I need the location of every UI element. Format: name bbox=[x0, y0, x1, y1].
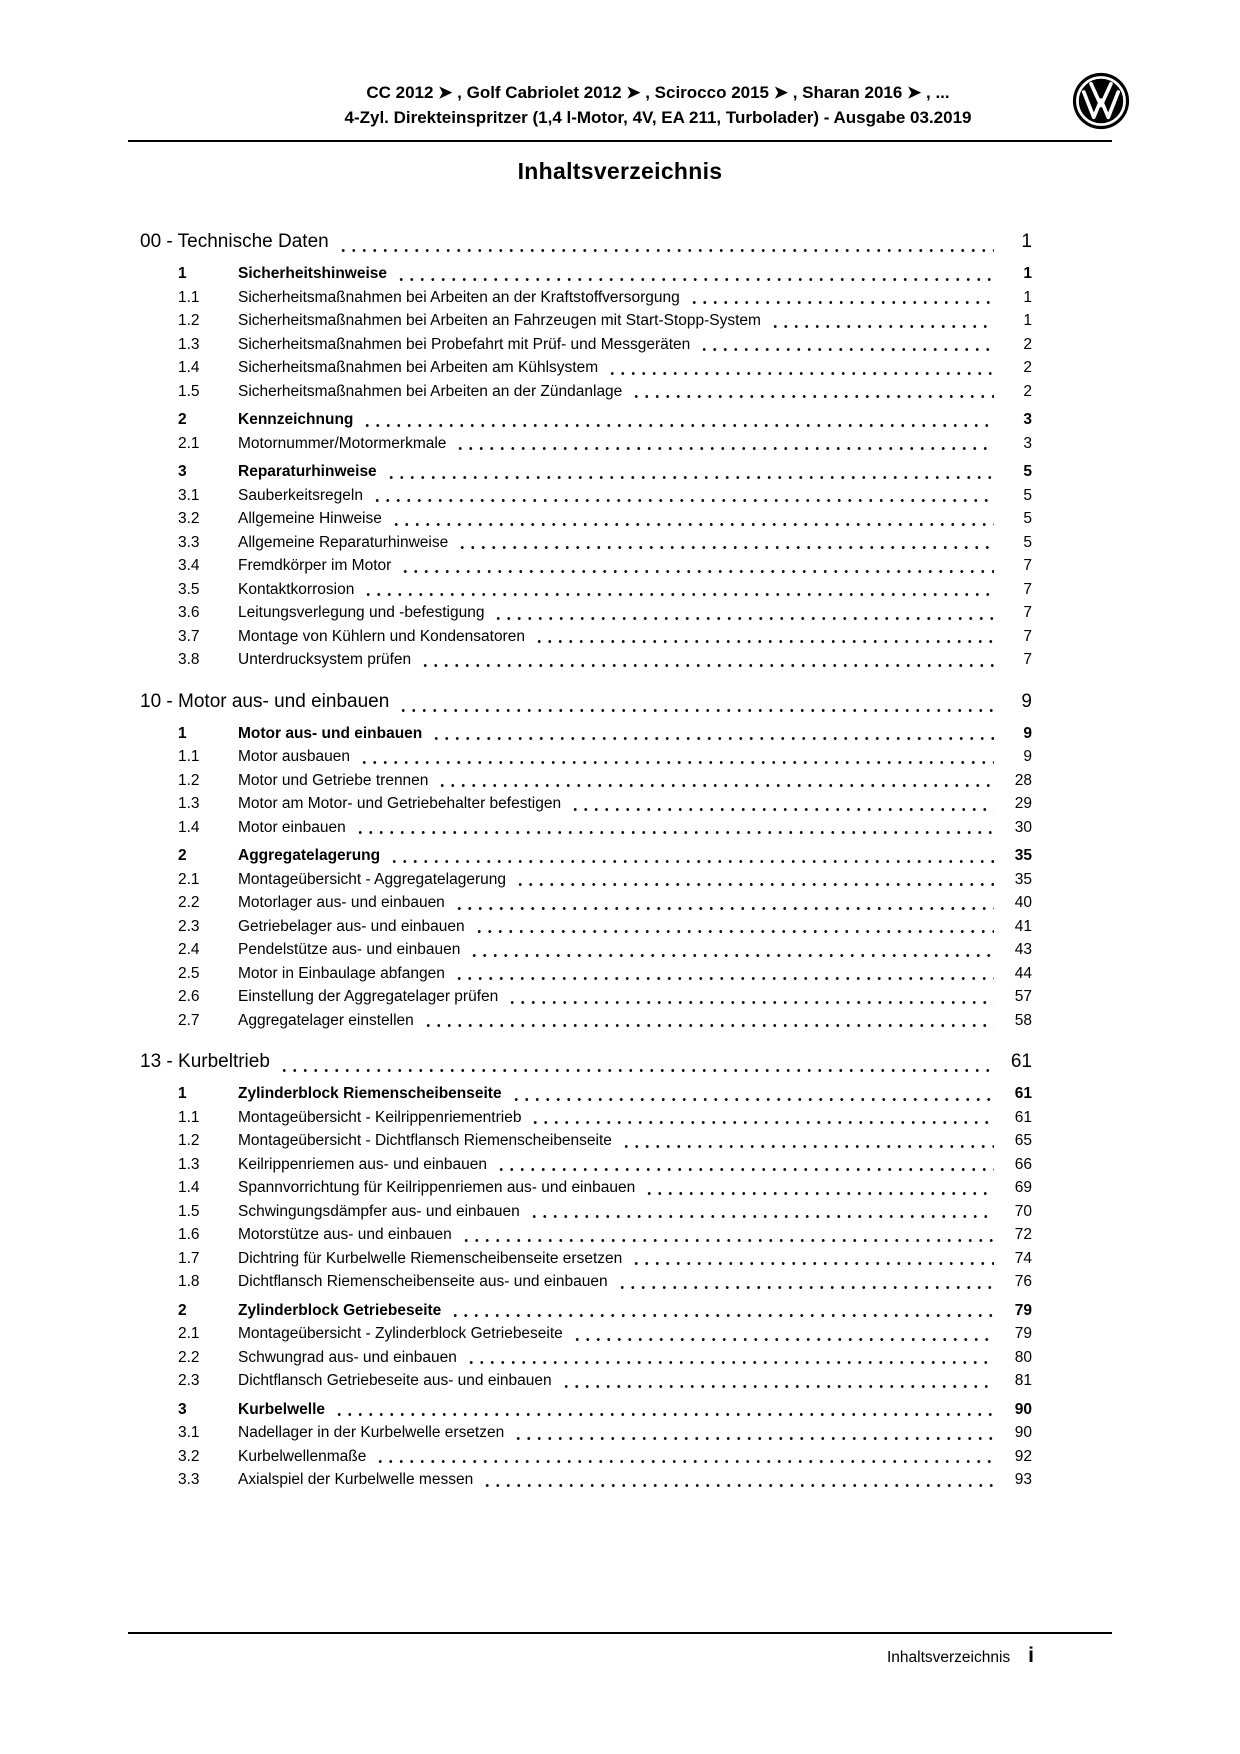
toc-entry-row[interactable] bbox=[128, 792, 1032, 816]
dot-leader bbox=[375, 1445, 994, 1469]
entry-title: Kennzeichnung bbox=[238, 411, 354, 428]
entry-number: 1.4 bbox=[178, 1179, 200, 1196]
entry-page-number: 76 bbox=[1014, 1273, 1032, 1290]
entry-title: Kurbelwellenmaße bbox=[238, 1447, 367, 1465]
entry-title: Axialspiel der Kurbelwelle messen bbox=[238, 1471, 474, 1488]
entry-page-number: 1 bbox=[1023, 265, 1032, 282]
entry-number: 1.1 bbox=[178, 288, 200, 306]
toc-entry-row[interactable] bbox=[128, 380, 1032, 404]
entry-page-number: 5 bbox=[1023, 510, 1032, 527]
entry-number: 1.2 bbox=[178, 1132, 200, 1149]
toc-entry-row[interactable] bbox=[128, 1270, 1032, 1294]
toc-entry-row[interactable] bbox=[128, 531, 1032, 555]
chapter-label: 00 - Technische Daten bbox=[140, 231, 329, 252]
dot-leader bbox=[496, 1153, 994, 1177]
dot-leader bbox=[423, 1009, 994, 1033]
toc-chapter-row[interactable] bbox=[128, 687, 1032, 717]
entry-number: 2.1 bbox=[178, 1325, 200, 1342]
entry-page-number: 28 bbox=[1014, 771, 1032, 789]
dot-leader bbox=[617, 1270, 994, 1294]
entry-page-number: 2 bbox=[1023, 359, 1032, 376]
entry-title: Pendelstütze aus- und einbauen bbox=[238, 941, 461, 958]
toc-entry-row[interactable] bbox=[128, 309, 1032, 333]
entry-number: 1 bbox=[178, 1085, 187, 1102]
entry-number: 3 bbox=[178, 463, 187, 480]
entry-number: 2 bbox=[178, 411, 187, 428]
dot-leader bbox=[454, 962, 994, 986]
entry-page-number: 3 bbox=[1023, 434, 1032, 452]
toc-entry-row[interactable] bbox=[128, 1129, 1032, 1153]
entry-title: Zylinderblock Getriebeseite bbox=[238, 1301, 442, 1319]
entry-page-number: 61 bbox=[1014, 1085, 1032, 1102]
entry-page-number: 35 bbox=[1014, 847, 1032, 864]
toc-entry-row[interactable] bbox=[128, 745, 1032, 769]
entry-title: Reparaturhinweise bbox=[238, 463, 377, 480]
chapter-page-number: 61 bbox=[1010, 1051, 1032, 1072]
entry-title: Schwingungsdämpfer aus- und einbauen bbox=[238, 1202, 520, 1220]
toc-entry-row[interactable] bbox=[128, 816, 1032, 840]
entry-page-number: 35 bbox=[1014, 870, 1032, 888]
entry-number: 3 bbox=[178, 1400, 187, 1418]
entry-page-number: 69 bbox=[1014, 1179, 1032, 1196]
dot-leader bbox=[644, 1176, 994, 1200]
entry-number: 2.4 bbox=[178, 941, 200, 958]
entry-title: Motornummer/Motormerkmale bbox=[238, 434, 447, 452]
entry-number: 1 bbox=[178, 724, 187, 742]
dot-leader bbox=[529, 1200, 994, 1224]
entry-title: Aggregatelager einstellen bbox=[238, 1011, 414, 1029]
entry-title: Keilrippenriemen aus- und einbauen bbox=[238, 1155, 488, 1173]
entry-number: 3.3 bbox=[178, 1471, 200, 1488]
entry-page-number: 29 bbox=[1014, 795, 1032, 812]
entry-title: Motor einbauen bbox=[238, 818, 346, 836]
toc-entry-row[interactable] bbox=[128, 625, 1032, 649]
entry-page-number: 9 bbox=[1023, 724, 1032, 742]
dot-leader bbox=[474, 915, 994, 939]
toc-entry-row[interactable] bbox=[128, 1247, 1032, 1271]
dot-leader bbox=[621, 1129, 994, 1153]
entry-page-number: 1 bbox=[1023, 312, 1032, 329]
entry-title: Montageübersicht - Keilrippenriementrieb bbox=[238, 1108, 522, 1126]
entry-title: Montage von Kühlern und Kondensatoren bbox=[238, 627, 525, 645]
entry-title: Unterdrucksystem prüfen bbox=[238, 651, 412, 668]
page-footer bbox=[128, 1632, 1112, 1668]
dot-leader bbox=[279, 1047, 994, 1077]
entry-title: Motorstütze aus- und einbauen bbox=[238, 1226, 452, 1243]
toc-entry-row[interactable] bbox=[128, 891, 1032, 915]
dot-leader bbox=[450, 1299, 994, 1323]
entry-title: Motor am Motor- und Getriebehalter befestigen bbox=[238, 795, 562, 812]
entry-title: Montageübersicht - Dichtflansch Riemenscheibenseite bbox=[238, 1132, 612, 1149]
entry-title: Sicherheitsmaßnahmen bei Arbeiten an der Kraftstoffversorgung bbox=[238, 288, 680, 306]
entry-title: Motorlager aus- und einbauen bbox=[238, 894, 445, 911]
entry-page-number: 5 bbox=[1023, 486, 1032, 504]
entry-page-number: 3 bbox=[1023, 411, 1032, 428]
entry-page-number: 9 bbox=[1023, 748, 1032, 765]
entry-number: 1.2 bbox=[178, 312, 200, 329]
toc-entry-row[interactable] bbox=[128, 1369, 1032, 1393]
entry-title: Dichtring für Kurbelwelle Riemenscheibenseite ersetzen bbox=[238, 1249, 623, 1267]
chapter-label: 10 - Motor aus- und einbauen bbox=[140, 690, 390, 712]
toc-entry-row[interactable] bbox=[128, 1082, 1032, 1106]
entry-page-number: 7 bbox=[1023, 557, 1032, 574]
toc-entry-row[interactable] bbox=[128, 460, 1032, 484]
entry-page-number: 40 bbox=[1014, 894, 1032, 911]
entry-page-number: 92 bbox=[1014, 1447, 1032, 1465]
dot-leader bbox=[511, 1082, 994, 1106]
toc-entry-row[interactable] bbox=[128, 1176, 1032, 1200]
entry-page-number: 79 bbox=[1014, 1325, 1032, 1342]
dot-leader bbox=[607, 356, 994, 380]
entry-page-number: 43 bbox=[1014, 941, 1032, 958]
toc-entry-row[interactable] bbox=[128, 484, 1032, 508]
entry-title: Sicherheitsmaßnahmen bei Probefahrt mit Prüf- und Messgeräten bbox=[238, 335, 691, 353]
entry-page-number: 80 bbox=[1014, 1348, 1032, 1366]
dot-leader bbox=[461, 1223, 994, 1247]
toc-entry-row[interactable] bbox=[128, 938, 1032, 962]
entry-page-number: 7 bbox=[1023, 651, 1032, 668]
toc-entry-row[interactable] bbox=[128, 1445, 1032, 1469]
entry-number: 1.5 bbox=[178, 1202, 200, 1220]
toc-entry-row[interactable] bbox=[128, 1299, 1032, 1323]
entry-title: Allgemeine Reparaturhinweise bbox=[238, 533, 449, 551]
dot-leader bbox=[431, 722, 994, 746]
entry-title: Sicherheitsmaßnahmen bei Arbeiten an der Zündanlage bbox=[238, 382, 623, 400]
dot-leader bbox=[515, 868, 994, 892]
entry-title: Sicherheitshinweise bbox=[238, 265, 388, 282]
toc-entry-row[interactable] bbox=[128, 1322, 1032, 1346]
entry-title: Montageübersicht - Aggregatelagerung bbox=[238, 870, 506, 888]
entry-number: 3.2 bbox=[178, 1447, 200, 1465]
toc-entry-row[interactable] bbox=[128, 769, 1032, 793]
entry-number: 2.3 bbox=[178, 917, 200, 935]
toc-entry-row[interactable] bbox=[128, 1421, 1032, 1445]
toc-entry-row[interactable] bbox=[128, 915, 1032, 939]
dot-leader bbox=[572, 1322, 994, 1346]
header-line-models: CC 2012 ➤ , Golf Cabriolet 2012 ➤ , Scirocco 2015 ➤ , Sharan 2016 ➤ , ... bbox=[366, 83, 950, 102]
dot-leader bbox=[457, 531, 994, 555]
entry-number: 3.1 bbox=[178, 486, 200, 504]
entry-page-number: 66 bbox=[1014, 1155, 1032, 1173]
dot-leader bbox=[513, 1421, 994, 1445]
dot-leader bbox=[561, 1369, 994, 1393]
entry-title: Sauberkeitsregeln bbox=[238, 486, 363, 504]
entry-title: Zylinderblock Riemenscheibenseite bbox=[238, 1085, 502, 1102]
entry-page-number: 90 bbox=[1014, 1424, 1032, 1441]
entry-page-number: 61 bbox=[1014, 1108, 1032, 1126]
toc-entry-row[interactable] bbox=[128, 722, 1032, 746]
vw-logo-icon bbox=[1072, 72, 1130, 130]
entry-page-number: 5 bbox=[1023, 533, 1032, 551]
entry-number: 1.4 bbox=[178, 818, 200, 836]
entry-number: 2.1 bbox=[178, 870, 200, 888]
header-text bbox=[128, 80, 1112, 130]
entry-title: Kontaktkorrosion bbox=[238, 580, 355, 598]
dot-leader bbox=[689, 286, 994, 310]
entry-title: Sicherheitsmaßnahmen bei Arbeiten am Kühlsystem bbox=[238, 359, 599, 376]
dot-leader bbox=[363, 578, 994, 602]
entry-title: Dichtflansch Getriebeseite aus- und einbauen bbox=[238, 1372, 552, 1389]
entry-title: Fremdkörper im Motor bbox=[238, 557, 392, 574]
chapter-page-number: 1 bbox=[1021, 231, 1032, 252]
dot-leader bbox=[389, 844, 994, 868]
toc-entry-row[interactable] bbox=[128, 507, 1032, 531]
toc-entry-row[interactable] bbox=[128, 286, 1032, 310]
toc-entry-row[interactable] bbox=[128, 844, 1032, 868]
entry-number: 2 bbox=[178, 847, 187, 864]
dot-leader bbox=[699, 333, 994, 357]
entry-title: Sicherheitsmaßnahmen bei Arbeiten an Fahrzeugen mit Start-Stopp-System bbox=[238, 312, 761, 329]
dot-leader bbox=[770, 309, 994, 333]
toc-entry-row[interactable] bbox=[128, 432, 1032, 456]
entry-page-number: 58 bbox=[1014, 1011, 1032, 1029]
entry-page-number: 72 bbox=[1014, 1226, 1032, 1243]
toc-entry-row[interactable] bbox=[128, 1106, 1032, 1130]
dot-leader bbox=[530, 1106, 994, 1130]
toc-entry-row[interactable] bbox=[128, 868, 1032, 892]
entry-number: 1.2 bbox=[178, 771, 200, 789]
entry-title: Getriebelager aus- und einbauen bbox=[238, 917, 465, 935]
entry-number: 3.8 bbox=[178, 651, 200, 668]
entry-number: 1.7 bbox=[178, 1249, 200, 1267]
dot-leader bbox=[362, 408, 994, 432]
entry-number: 3.3 bbox=[178, 533, 200, 551]
dot-leader bbox=[493, 601, 994, 625]
entry-page-number: 70 bbox=[1014, 1202, 1032, 1220]
toc-entry-row[interactable] bbox=[128, 333, 1032, 357]
entry-page-number: 7 bbox=[1023, 627, 1032, 645]
entry-number: 1 bbox=[178, 265, 187, 282]
entry-page-number: 93 bbox=[1014, 1471, 1032, 1488]
toc-entry-row[interactable] bbox=[128, 1346, 1032, 1370]
toc-entry-row[interactable] bbox=[128, 1200, 1032, 1224]
dot-leader bbox=[400, 554, 994, 578]
entry-title: Leitungsverlegung und -befestigung bbox=[238, 604, 485, 621]
entry-page-number: 79 bbox=[1014, 1301, 1032, 1319]
entry-title: Kurbelwelle bbox=[238, 1400, 325, 1418]
entry-title: Einstellung der Aggregatelager prüfen bbox=[238, 988, 499, 1005]
chapter-label: 13 - Kurbeltrieb bbox=[140, 1051, 270, 1072]
dot-leader bbox=[396, 262, 994, 286]
entry-number: 2.6 bbox=[178, 988, 200, 1005]
entry-page-number: 41 bbox=[1014, 917, 1032, 935]
toc-entry-row[interactable] bbox=[128, 1009, 1032, 1033]
table-of-contents bbox=[128, 212, 1112, 1492]
entry-title: Motor in Einbaulage abfangen bbox=[238, 964, 445, 982]
entry-number: 2.5 bbox=[178, 964, 200, 982]
toc-entry-row[interactable] bbox=[128, 356, 1032, 380]
dot-leader bbox=[386, 460, 994, 484]
entry-number: 2.2 bbox=[178, 1348, 200, 1366]
page-title: Inhaltsverzeichnis bbox=[517, 158, 723, 184]
dot-leader bbox=[372, 484, 994, 508]
dot-leader bbox=[391, 507, 994, 531]
header-line-engine: 4-Zyl. Direkteinspritzer (1,4 l-Motor, 4V, EA 211, Turbolader) - Ausgabe 03.2019 bbox=[344, 108, 972, 127]
dot-leader bbox=[466, 1346, 994, 1370]
dot-leader bbox=[631, 1247, 994, 1271]
entry-number: 1.4 bbox=[178, 359, 200, 376]
entry-page-number: 2 bbox=[1023, 335, 1032, 353]
dot-leader bbox=[482, 1468, 994, 1492]
entry-number: 1.3 bbox=[178, 335, 200, 353]
entry-number: 2.7 bbox=[178, 1011, 200, 1029]
entry-number: 1.1 bbox=[178, 748, 200, 765]
entry-title: Aggregatelagerung bbox=[238, 847, 381, 864]
entry-page-number: 1 bbox=[1023, 288, 1032, 306]
toc-entry-row[interactable] bbox=[128, 601, 1032, 625]
entry-number: 3.2 bbox=[178, 510, 200, 527]
toc-entry-row[interactable] bbox=[128, 1153, 1032, 1177]
entry-number: 1.8 bbox=[178, 1273, 200, 1290]
toc-entry-row[interactable] bbox=[128, 262, 1032, 286]
toc-entry-row[interactable] bbox=[128, 1398, 1032, 1422]
entry-page-number: 81 bbox=[1014, 1372, 1032, 1389]
toc-entry-row[interactable] bbox=[128, 408, 1032, 432]
dot-leader bbox=[507, 985, 994, 1009]
header-divider bbox=[128, 140, 1112, 142]
toc-entry-row[interactable] bbox=[128, 985, 1032, 1009]
entry-title: Motor ausbauen bbox=[238, 748, 351, 765]
dot-leader bbox=[338, 227, 994, 257]
toc-entry-row[interactable] bbox=[128, 578, 1032, 602]
entry-title: Montageübersicht - Zylinderblock Getriebeseite bbox=[238, 1325, 563, 1342]
chapter-page-number: 9 bbox=[1021, 690, 1032, 712]
entry-page-number: 7 bbox=[1023, 604, 1032, 621]
dot-leader bbox=[631, 380, 994, 404]
entry-number: 1.5 bbox=[178, 382, 200, 400]
entry-page-number: 57 bbox=[1014, 988, 1032, 1005]
entry-title: Allgemeine Hinweise bbox=[238, 510, 382, 527]
entry-title: Motor aus- und einbauen bbox=[238, 724, 423, 742]
dot-leader bbox=[420, 648, 994, 672]
toc-entry-row[interactable] bbox=[128, 554, 1032, 578]
entry-title: Dichtflansch Riemenscheibenseite aus- und einbauen bbox=[238, 1273, 608, 1290]
dot-leader bbox=[469, 938, 994, 962]
dot-leader bbox=[398, 687, 994, 717]
entry-number: 1.3 bbox=[178, 1155, 200, 1173]
dot-leader bbox=[334, 1398, 994, 1422]
dot-leader bbox=[534, 625, 994, 649]
toc-entry-row[interactable] bbox=[128, 1223, 1032, 1247]
entry-number: 2 bbox=[178, 1301, 187, 1319]
entry-page-number: 2 bbox=[1023, 382, 1032, 400]
entry-number: 3.7 bbox=[178, 627, 200, 645]
toc-entry-row[interactable] bbox=[128, 962, 1032, 986]
entry-number: 1.1 bbox=[178, 1108, 200, 1126]
entry-title: Nadellager in der Kurbelwelle ersetzen bbox=[238, 1424, 505, 1441]
toc-entry-row[interactable] bbox=[128, 648, 1032, 672]
entry-page-number: 44 bbox=[1014, 964, 1032, 982]
page-header bbox=[128, 80, 1112, 185]
entry-number: 3.1 bbox=[178, 1424, 200, 1441]
entry-number: 3.6 bbox=[178, 604, 200, 621]
toc-chapter-row[interactable] bbox=[128, 1047, 1032, 1077]
entry-page-number: 74 bbox=[1014, 1249, 1032, 1267]
entry-number: 2.1 bbox=[178, 434, 200, 452]
dot-leader bbox=[570, 792, 994, 816]
toc-entry-row[interactable] bbox=[128, 1468, 1032, 1492]
entry-number: 2.3 bbox=[178, 1372, 200, 1389]
footer-page-number: i bbox=[1028, 1644, 1034, 1667]
entry-number: 1.3 bbox=[178, 795, 200, 812]
entry-page-number: 5 bbox=[1023, 463, 1032, 480]
entry-title: Schwungrad aus- und einbauen bbox=[238, 1348, 457, 1366]
entry-page-number: 30 bbox=[1014, 818, 1032, 836]
entry-page-number: 65 bbox=[1014, 1132, 1032, 1149]
dot-leader bbox=[454, 891, 994, 915]
entry-title: Motor und Getriebe trennen bbox=[238, 771, 429, 789]
entry-number: 3.4 bbox=[178, 557, 200, 574]
entry-number: 3.5 bbox=[178, 580, 200, 598]
dot-leader bbox=[359, 745, 994, 769]
entry-page-number: 90 bbox=[1014, 1400, 1032, 1418]
entry-page-number: 7 bbox=[1023, 580, 1032, 598]
dot-leader bbox=[437, 769, 994, 793]
dot-leader bbox=[355, 816, 994, 840]
entry-title: Spannvorrichtung für Keilrippenriemen aus- und einbauen bbox=[238, 1179, 636, 1196]
dot-leader bbox=[455, 432, 994, 456]
entry-number: 1.6 bbox=[178, 1226, 200, 1243]
entry-number: 2.2 bbox=[178, 894, 200, 911]
toc-chapter-row[interactable] bbox=[128, 227, 1032, 257]
footer-section-label: Inhaltsverzeichnis bbox=[886, 1649, 1011, 1666]
